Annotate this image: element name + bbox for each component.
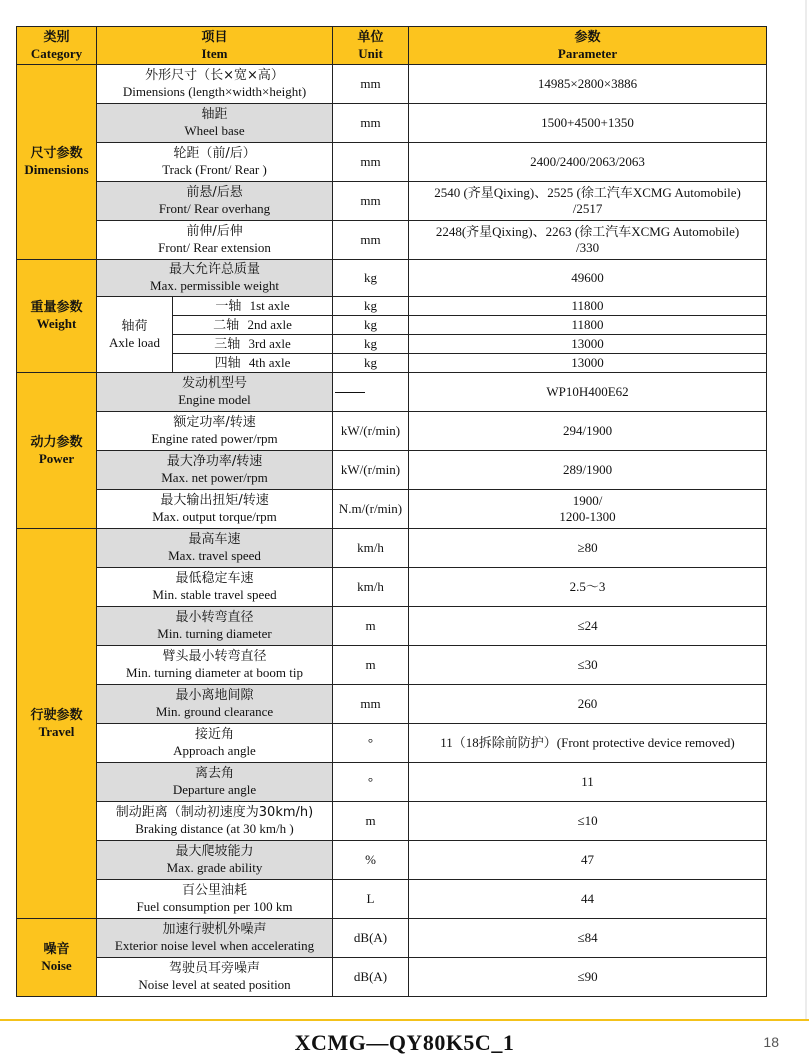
value-cell: 289/1900	[409, 451, 767, 490]
unit-cell: kW/(r/min)	[333, 412, 409, 451]
item-cell: 发动机型号 Engine model	[97, 373, 333, 412]
unit-cell: m	[333, 646, 409, 685]
dimensions-row	[17, 104, 767, 143]
axle-item: 四轴 4th axle	[173, 354, 333, 373]
unit-cell: mm	[333, 65, 409, 104]
value-cell: 11800	[409, 316, 767, 335]
weight-row	[17, 260, 767, 297]
value-cell: 2248(齐星Qixing)、2263 (徐工汽车XCMG Automobile) /330	[409, 221, 767, 260]
travel-row	[17, 607, 767, 646]
category-weight: 重量参数 Weight	[17, 260, 97, 373]
power-row	[17, 373, 767, 412]
item-cell: 最大允许总质量 Max. permissible weight	[97, 260, 333, 297]
value-cell: 1900/ 1200-1300	[409, 490, 767, 529]
header-item: 项目 Item	[97, 27, 333, 65]
spec-table	[16, 26, 767, 997]
power-row	[17, 412, 767, 451]
unit-cell: mm	[333, 685, 409, 724]
page-edge-rule	[805, 0, 807, 1020]
header-row	[17, 27, 767, 65]
category-power: 动力参数 Power	[17, 373, 97, 529]
travel-row	[17, 529, 767, 568]
item-cell: 最小转弯直径 Min. turning diameter	[97, 607, 333, 646]
value-cell: 2400/2400/2063/2063	[409, 143, 767, 182]
item-cell: 臂头最小转弯直径 Min. turning diameter at boom tip	[97, 646, 333, 685]
value-cell: 44	[409, 880, 767, 919]
item-cell: 轮距（前/后） Track (Front/ Rear )	[97, 143, 333, 182]
value-cell: 294/1900	[409, 412, 767, 451]
unit-cell: km/h	[333, 529, 409, 568]
header-parameter: 参数 Parameter	[409, 27, 767, 65]
value-cell: 1500+4500+1350	[409, 104, 767, 143]
dimensions-row	[17, 143, 767, 182]
power-row	[17, 490, 767, 529]
value-cell: ≤30	[409, 646, 767, 685]
dimensions-row	[17, 182, 767, 221]
item-cell: 轴距 Wheel base	[97, 104, 333, 143]
unit-cell: kg	[333, 354, 409, 373]
power-row	[17, 451, 767, 490]
item-cell: 最低稳定车速 Min. stable travel speed	[97, 568, 333, 607]
unit-cell: kg	[333, 260, 409, 297]
unit-cell: kg	[333, 335, 409, 354]
footer-title: XCMG—QY80K5C_1	[294, 1030, 515, 1055]
item-cell: 前悬/后悬 Front/ Rear overhang	[97, 182, 333, 221]
item-cell: 离去角 Departure angle	[97, 763, 333, 802]
unit-cell: kg	[333, 316, 409, 335]
item-cell: 百公里油耗 Fuel consumption per 100 km	[97, 880, 333, 919]
value-cell: 47	[409, 841, 767, 880]
unit-cell: kg	[333, 297, 409, 316]
value-cell: ≤24	[409, 607, 767, 646]
value-cell: 11	[409, 763, 767, 802]
unit-cell: mm	[333, 143, 409, 182]
unit-cell: dB(A)	[333, 919, 409, 958]
value-cell: 14985×2800×3886	[409, 65, 767, 104]
axle-load-label: 轴荷 Axle load	[97, 297, 173, 373]
value-cell: 2540 (齐星Qixing)、2525 (徐工汽车XCMG Automobile) /2517	[409, 182, 767, 221]
category-dimensions: 尺寸参数 Dimensions	[17, 65, 97, 260]
unit-cell: mm	[333, 221, 409, 260]
unit-cell: m	[333, 802, 409, 841]
travel-row	[17, 841, 767, 880]
unit-cell: °	[333, 763, 409, 802]
travel-row	[17, 685, 767, 724]
axle-item: 三轴 3rd axle	[173, 335, 333, 354]
header-unit: 单位 Unit	[333, 27, 409, 65]
unit-cell: N.m/(r/min)	[333, 490, 409, 529]
value-cell: 13000	[409, 354, 767, 373]
unit-cell: kW/(r/min)	[333, 451, 409, 490]
item-cell: 最小离地间隙 Min. ground clearance	[97, 685, 333, 724]
unit-cell: %	[333, 841, 409, 880]
travel-row	[17, 802, 767, 841]
dimensions-row	[17, 65, 767, 104]
value-cell: ≥80	[409, 529, 767, 568]
footer-rule	[0, 1019, 809, 1021]
dimensions-row	[17, 221, 767, 260]
unit-cell: dB(A)	[333, 958, 409, 997]
noise-row	[17, 958, 767, 997]
travel-row	[17, 568, 767, 607]
unit-cell: km/h	[333, 568, 409, 607]
item-cell: 外形尺寸（长×宽×高） Dimensions (length×width×height)	[97, 65, 333, 104]
value-cell: 49600	[409, 260, 767, 297]
value-cell: ≤90	[409, 958, 767, 997]
travel-row	[17, 880, 767, 919]
item-cell: 接近角 Approach angle	[97, 724, 333, 763]
value-cell: 13000	[409, 335, 767, 354]
unit-cell: mm	[333, 104, 409, 143]
item-cell: 制动距离（制动初速度为30km/h) Braking distance (at 30 km/h )	[97, 802, 333, 841]
travel-row	[17, 646, 767, 685]
axle-item: 一轴 1st axle	[173, 297, 333, 316]
item-cell: 驾驶员耳旁噪声 Noise level at seated position	[97, 958, 333, 997]
item-cell: 最高车速 Max. travel speed	[97, 529, 333, 568]
item-cell: 额定功率/转速 Engine rated power/rpm	[97, 412, 333, 451]
unit-cell: °	[333, 724, 409, 763]
unit-cell	[333, 373, 409, 412]
value-cell: 260	[409, 685, 767, 724]
unit-cell: m	[333, 607, 409, 646]
dash-line	[335, 392, 365, 393]
travel-row	[17, 724, 767, 763]
unit-cell: L	[333, 880, 409, 919]
value-cell: 2.5～3	[409, 568, 767, 607]
value-cell: ≤10	[409, 802, 767, 841]
noise-row	[17, 919, 767, 958]
value-cell: 11800	[409, 297, 767, 316]
axle-item: 二轴 2nd axle	[173, 316, 333, 335]
value-cell: 11（18拆除前防护）(Front protective device removed)	[409, 724, 767, 763]
item-cell: 加速行驶机外噪声 Exterior noise level when accelerating	[97, 919, 333, 958]
value-cell: WP10H400E62	[409, 373, 767, 412]
travel-row	[17, 763, 767, 802]
item-cell: 最大爬坡能力 Max. grade ability	[97, 841, 333, 880]
item-cell: 前伸/后伸 Front/ Rear extension	[97, 221, 333, 260]
header-category: 类别 Category	[17, 27, 97, 65]
item-cell: 最大输出扭矩/转速 Max. output torque/rpm	[97, 490, 333, 529]
item-cell: 最大净功率/转速 Max. net power/rpm	[97, 451, 333, 490]
value-cell: ≤84	[409, 919, 767, 958]
unit-cell: mm	[333, 182, 409, 221]
page-number: 18	[763, 1034, 779, 1050]
category-noise: 噪音 Noise	[17, 919, 97, 997]
category-travel: 行驶参数 Travel	[17, 529, 97, 919]
axle-row	[17, 297, 767, 316]
